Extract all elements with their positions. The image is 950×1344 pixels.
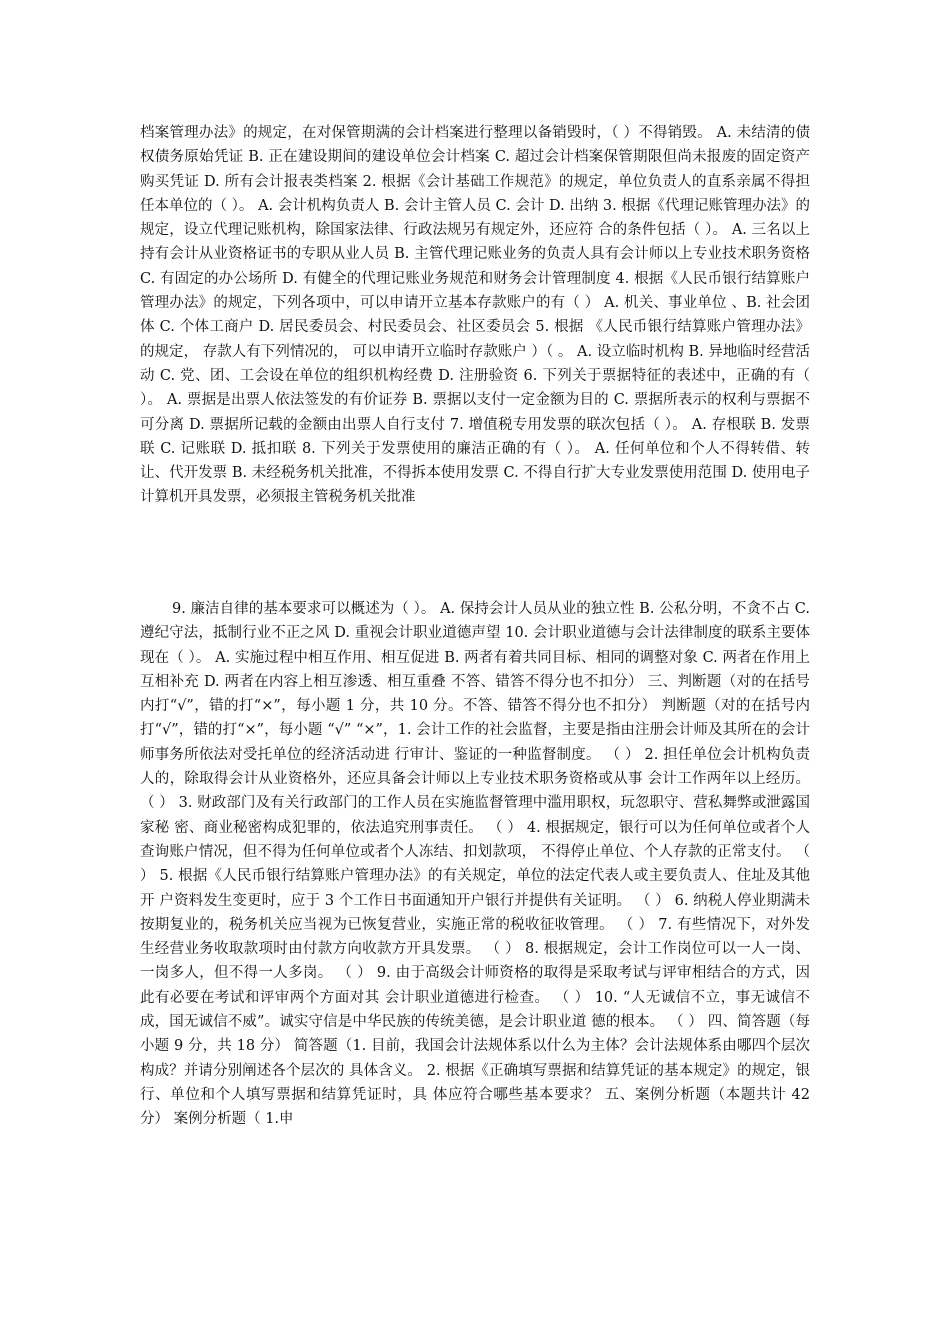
body-paragraph-2: 9. 廉洁自律的基本要求可以概述为（ ）。 A. 保持会计人员从业的独立性 B. 公私分明，不贪不占 C. 遵纪守法，抵制行业不正之风 D. 重视会计职业道德声望 10. 会计职业道德与会计法律制度的联系主要体现在（ ）。 A. 实施过程中相互作用、相互促进 B. 两者有着共同目标、相同的调整对象 C. 两者在作用上互相补充 D. 两者在内容上相互渗透、相互重叠 不答、错答不得分也不扣分） 三、判断题（对的在括号内打“√”，错的打“×”，每小题 1 分，共 10 分。不答、错答不得分也不扣分） 判断题（对的在括号内打“√”，错的打“×”，每小题 “√” “×”，1. 会计工作的社会监督，主要是指由注册会计师及其所在的会计师事务所依法对受托单位的经济活动进 行审计、鉴证的一种监督制度。 （ ） 2. 担任单位会计机构负责人的，除取得会计从业资格外，还应具备会计师以上专业技术职务资格或从事 会计工作两年以上经历。 （ ） 3. 财政部门及有关行政部门的工作人员在实施监督管理中滥用职权，玩忽职守、营私舞弊或泄露国家秘 密、商业秘密构成犯罪的，依法追究刑事责任。 （ ） 4. 根据规定，银行可以为任何单位或者个人查询账户情况，但不得为任何单位或者个人冻结、扣划款项， 不得停止单位、个人存款的正常支付。 （ ） 5. 根据《人民币银行结算账户管理办法》的有关规定，单位的法定代表人或主要负责人、住址及其他开 户资料发生变更时，应于 3 个工作日书面通知开户银行并提供有关证明。 （ ） 6. 纳税人停业期满未按期复业的，税务机关应当视为已恢复营业，实施正常的税收征收管理。 （ ） 7. 有些情况下，对外发生经营业务收取款项时由付款方向收款方开具发票。 （ ） 8. 根据规定，会计工作岗位可以一人一岗、一岗多人，但不得一人多岗。 （ ） 9. 由于高级会计师资格的取得是采取考试与评审相结合的方式，因此有必要在考试和评审两个方面对其 会计职业道德进行检查。 （ ） 10. “人无诚信不立，事无诚信不成，国无诚信不威”。诚实守信是中华民族的传统美德，是会计职业道 德的根本。 （ ） 四、简答题（每小题 9 分，共 18 分） 简答题（1. 目前，我国会计法规体系以什么为主体？会计法规体系由哪四个层次构成？并请分别阐述各个层次的 具体含义。 2. 根据《正确填写票据和结算凭证的基本规定》的规定，银行、单位和个人填写票据和结算凭证时，具 体应符合哪些基本要求？ 五、案例分析题（本题共计 42 分） 案例分析题（ 1.申 <box>140 601 810 1128</box>
body-paragraph-1: 档案管理办法》的规定，在对保管期满的会计档案进行整理以备销毁时，（ ）不得销毁。 A. 未结清的债权债务原始凭证 B. 正在建设期间的建设单位会计档案 C. 超过会计档案保管期限但尚未报废的固定资产购买凭证 D. 所有会计报表类档案 2. 根据《会计基础工作规范》的规定，单位负责人的直系亲属不得担任本单位的（ ）。 A. 会计机构负责人 B. 会计主管人员 C. 会计 D. 出纳 3. 根据《代理记账管理办法》的规定，设立代理记账机构，除国家法律、行政法规另有规定外，还应符 合的条件包括（ ）。 A. 三名以上持有会计从业资格证书的专职从业人员 B. 主管代理记账业务的负责人具有会计师以上专业技术职务资格 C. 有固定的办公场所 D. 有健全的代理记账业务规范和财务会计管理制度 4. 根据《人民币银行结算账户管理办法》的规定，下列各项中，可以申请开立基本存款账户的有（ ） A. 机关、事业单位 、B. 社会团体 C. 个体工商户 D. 居民委员会、村民委员会、社区委员会 5. 根据 《人民币银行结算账户管理办法》 的规定， 存款人有下列情况的， 可以申请开立临时存款账户 ）（ 。 A. 设立临时机构 B. 异地临时经营活动 C. 党、团、工会设在单位的组织机构经费 D. 注册验资 6. 下列关于票据特征的表述中，正确的有（ ）。 A. 票据是出票人依法签发的有价证券 B. 票据以支付一定金额为目的 C. 票据所表示的权利与票据不可分离 D. 票据所记载的金额由出票人自行支付 7. 增值税专用发票的联次包括（ ）。 A. 存根联 B. 发票联 C. 记账联 D. 抵扣联 8. 下列关于发票使用的廉洁正确的有（ ）。 A. 任何单位和个人不得转借、转让、代开发票 B. 未经税务机关批准，不得拆本使用发票 C. 不得自行扩大专业发票使用范围 D. 使用电子计算机开具发票，必须报主管税务机关批准 <box>140 125 810 506</box>
